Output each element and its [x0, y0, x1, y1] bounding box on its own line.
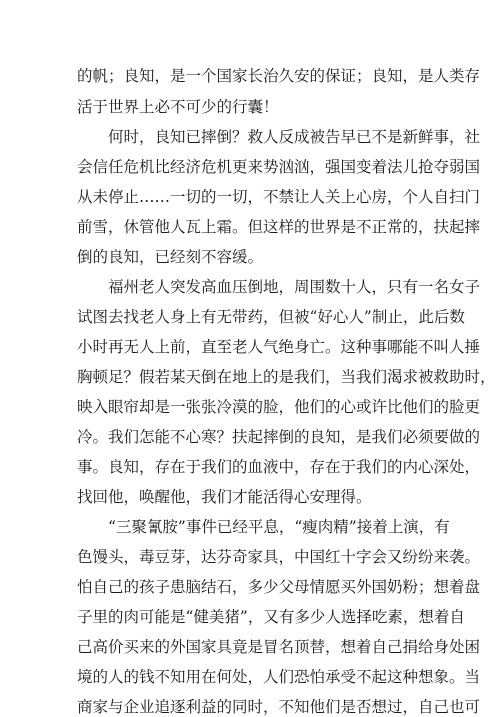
text-line: 映入眼帘却是一张张冷漠的脸，他们的心或许比他们的脸更: [77, 398, 481, 416]
text-line: 从未停止……一切的一切，不禁让人关上心房，个人自扫门: [77, 188, 481, 206]
paragraph-start-line: “三聚氰胺”事件已经平息，“瘦肉精”接着上演，有: [108, 518, 450, 536]
text-line: 倒的良知，已经刻不容缓。: [77, 248, 264, 266]
text-line: 怕自己的孩子患脑结石，多少父母情愿买外国奶粉；想着盘: [77, 578, 481, 596]
text-line: 会信任危机比经济危机更来势汹汹，强国变着法儿抢夺弱国: [77, 158, 481, 176]
text-line: 的帆；良知，是一个国家长治久安的保证；良知，是人类存: [77, 67, 481, 85]
paragraph-start-line: 何时，良知已摔倒？救人反成被告早已不是新鲜事，社: [108, 128, 481, 146]
text-line: 色馒头，毒豆芽，达芬奇家具，中国红十字会又纷纷来袭。: [77, 548, 481, 566]
text-line: 商家与企业追逐利益的同时，不知他们是否想过，自己也可: [77, 698, 481, 716]
text-line: 胸顿足？假若某天倒在地上的是我们，当我们渴求被救助时，: [77, 368, 496, 386]
text-line: 前雪，休管他人瓦上霜。但这样的世界是不正常的，扶起摔: [77, 218, 481, 236]
text-line: 己高价买来的外国家具竟是冒名顶替，想着自己捐给身处困: [77, 638, 481, 656]
text-line: 活于世界上必不可少的行囊！: [77, 98, 279, 116]
paragraph-start-line: 福州老人突发高血压倒地，周围数十人，只有一名女子: [108, 278, 481, 296]
text-line: 试图去找老人身上有无带药，但被“好心人”制止，此后数: [77, 308, 465, 326]
text-line: 小时再无人上前，直至老人气绝身亡。这种事哪能不叫人捶: [77, 338, 481, 356]
text-line: 子里的肉可能是“健美猪”，又有多少人选择吃素，想着自: [77, 608, 465, 626]
text-line: 找回他，唤醒他，我们才能活得心安理得。: [77, 488, 372, 506]
text-line: 境的人的钱不知用在何处，人们恐怕承受不起这种想象。当: [77, 668, 481, 686]
text-line: 冷。我们怎能不心寒？扶起摔倒的良知，是我们必须要做的: [77, 428, 481, 446]
text-line: 事。良知，存在于我们的血液中，存在于我们的内心深处，: [77, 458, 481, 476]
